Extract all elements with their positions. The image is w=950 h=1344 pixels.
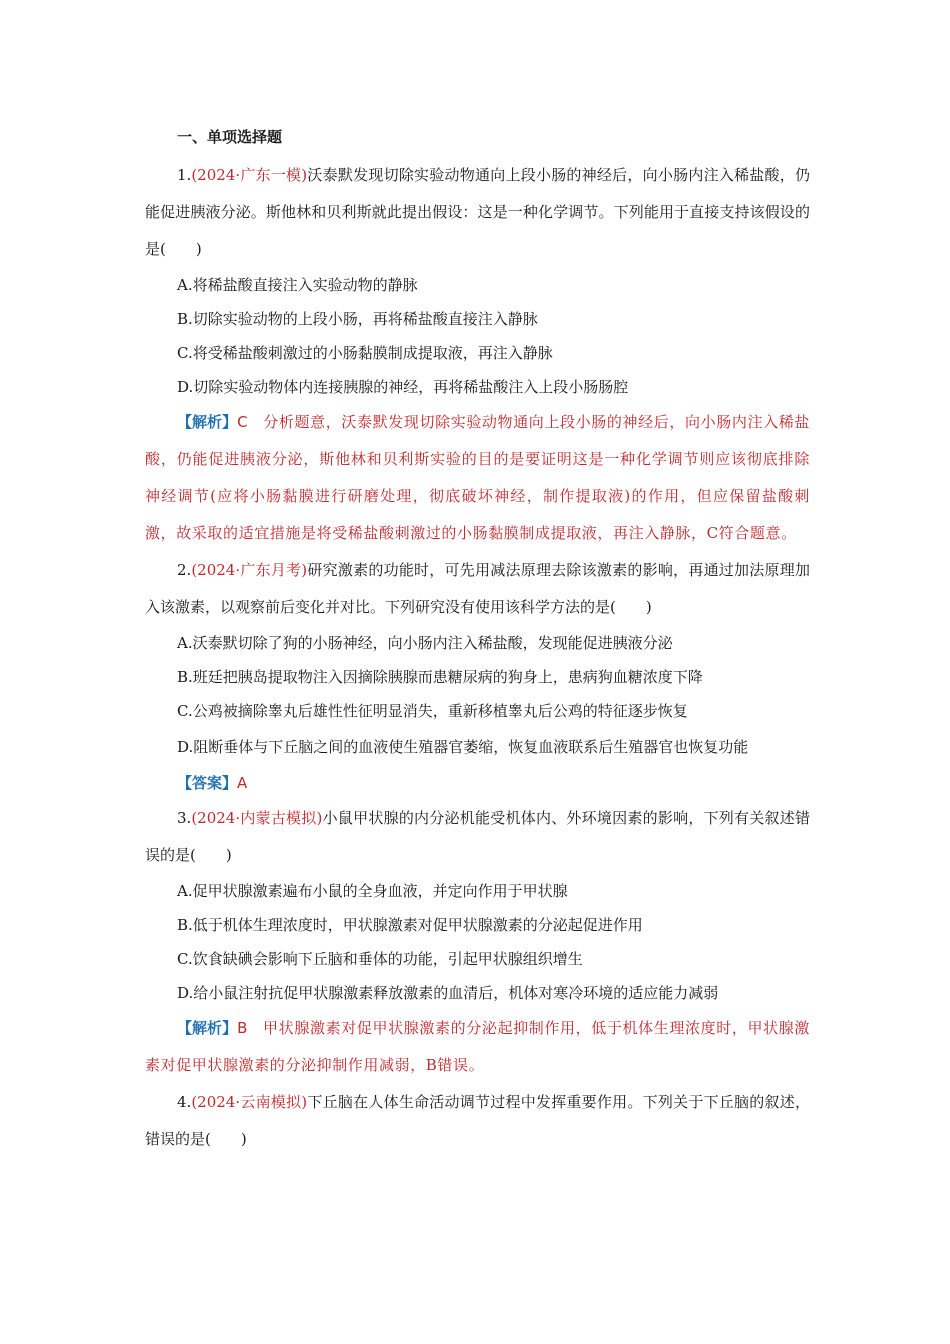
question-2-option-d: D.阻断垂体与下丘脑之间的血液使生殖器官萎缩，恢复血液联系后生殖器官也恢复功能 xyxy=(177,738,749,756)
question-3-number: 3. xyxy=(177,809,192,827)
question-2-text: 研究激素的功能时，可先用减法原理去除该激素的影响，再通过加法原理加入该激素，以观察前后变化并对比。下列研究没有使用该科学方法的是( ) xyxy=(145,561,810,616)
question-2-number: 2. xyxy=(177,561,192,579)
analysis-text: 分析题意，沃泰默发现切除实验动物通向上段小肠的神经后，向小肠内注入稀盐酸，仍能促进胰液分泌，斯他林和贝利斯实验的目的是要证明这是一种化学调节则应该彻底排除神经调节(应将小肠黏膜进行研磨处理，彻底破坏神经，制作提取液)的作用，但应保留盐酸刺激，故采取的适宜措施是将受稀盐酸刺激过的小肠黏膜制成提取液，再注入静脉，C符合题意。 xyxy=(145,413,810,542)
analysis-text: 甲状腺激素对促甲状腺激素的分泌起抑制作用，低于机体生理浓度时，甲状腺激素对促甲状腺激素的分泌抑制作用减弱，B错误。 xyxy=(145,1019,810,1074)
question-1-option-b: B.切除实验动物的上段小肠，再将稀盐酸直接注入静脉 xyxy=(177,310,538,328)
question-1-option-d: D.切除实验动物体内连接胰腺的神经，再将稀盐酸注入上段小肠肠腔 xyxy=(177,378,629,396)
analysis-tag: 【解析】 xyxy=(177,413,238,431)
section-title: 一、单项选择题 xyxy=(177,128,283,146)
analysis-answer: C xyxy=(237,413,248,431)
question-3-option-a: A.促甲状腺激素遍布小鼠的全身血液，并定向作用于甲状腺 xyxy=(177,882,568,900)
question-1-text: 沃泰默发现切除实验动物通向上段小肠的神经后，向小肠内注入稀盐酸，仍能促进胰液分泌。斯他林和贝利斯就此提出假设：这是一种化学调节。下列能用于直接支持该假设的是( ) xyxy=(145,166,810,258)
question-1-option-c: C.将受稀盐酸刺激过的小肠黏膜制成提取液，再注入静脉 xyxy=(177,344,553,362)
question-2-option-a: A.沃泰默切除了狗的小肠神经，向小肠内注入稀盐酸，发现能促进胰液分泌 xyxy=(177,634,673,652)
analysis-tag: 【解析】 xyxy=(177,1019,238,1037)
question-3-text: 小鼠甲状腺的内分泌机能受机体内、外环境因素的影响，下列有关叙述错误的是( ) xyxy=(145,809,810,864)
question-1-source: (2024·广东一模) xyxy=(191,166,308,184)
question-2-option-c: C.公鸡被摘除睾丸后雄性性征明显消失，重新移植睾丸后公鸡的特征逐步恢复 xyxy=(177,702,688,720)
question-3-option-c: C.饮食缺碘会影响下丘脑和垂体的功能，引起甲状腺组织增生 xyxy=(177,950,583,968)
question-2-stem xyxy=(145,552,810,626)
question-1-option-a: A.将稀盐酸直接注入实验动物的静脉 xyxy=(177,276,418,294)
answer-letter: A xyxy=(237,774,248,792)
question-2-source: (2024·广东月考) xyxy=(191,561,308,579)
question-3-option-d: D.给小鼠注射抗促甲状腺激素释放激素的血清后，机体对寒冷环境的适应能力减弱 xyxy=(177,984,719,1002)
analysis-answer: B xyxy=(237,1019,248,1037)
question-3-option-b: B.低于机体生理浓度时，甲状腺激素对促甲状腺激素的分泌起促进作用 xyxy=(177,916,643,934)
question-3-analysis xyxy=(145,1010,810,1084)
question-2-option-b: B.班廷把胰岛提取物注入因摘除胰腺而患糖尿病的狗身上，患病狗血糖浓度下降 xyxy=(177,668,703,686)
question-3-stem xyxy=(145,800,810,874)
document-content xyxy=(145,124,810,1158)
question-4-number: 4. xyxy=(177,1093,192,1111)
question-1-number: 1. xyxy=(177,166,192,184)
question-1-stem xyxy=(145,157,810,268)
question-4-source: (2024·云南模拟) xyxy=(191,1093,308,1111)
question-4-stem xyxy=(145,1084,810,1158)
answer-tag: 【答案】 xyxy=(177,774,238,792)
question-3-source: (2024·内蒙古模拟) xyxy=(191,809,323,827)
question-2-answer xyxy=(145,766,810,800)
question-4-text: 下丘脑在人体生命活动调节过程中发挥重要作用。下列关于下丘脑的叙述，错误的是( ) xyxy=(145,1093,810,1148)
question-1-analysis xyxy=(145,404,810,552)
